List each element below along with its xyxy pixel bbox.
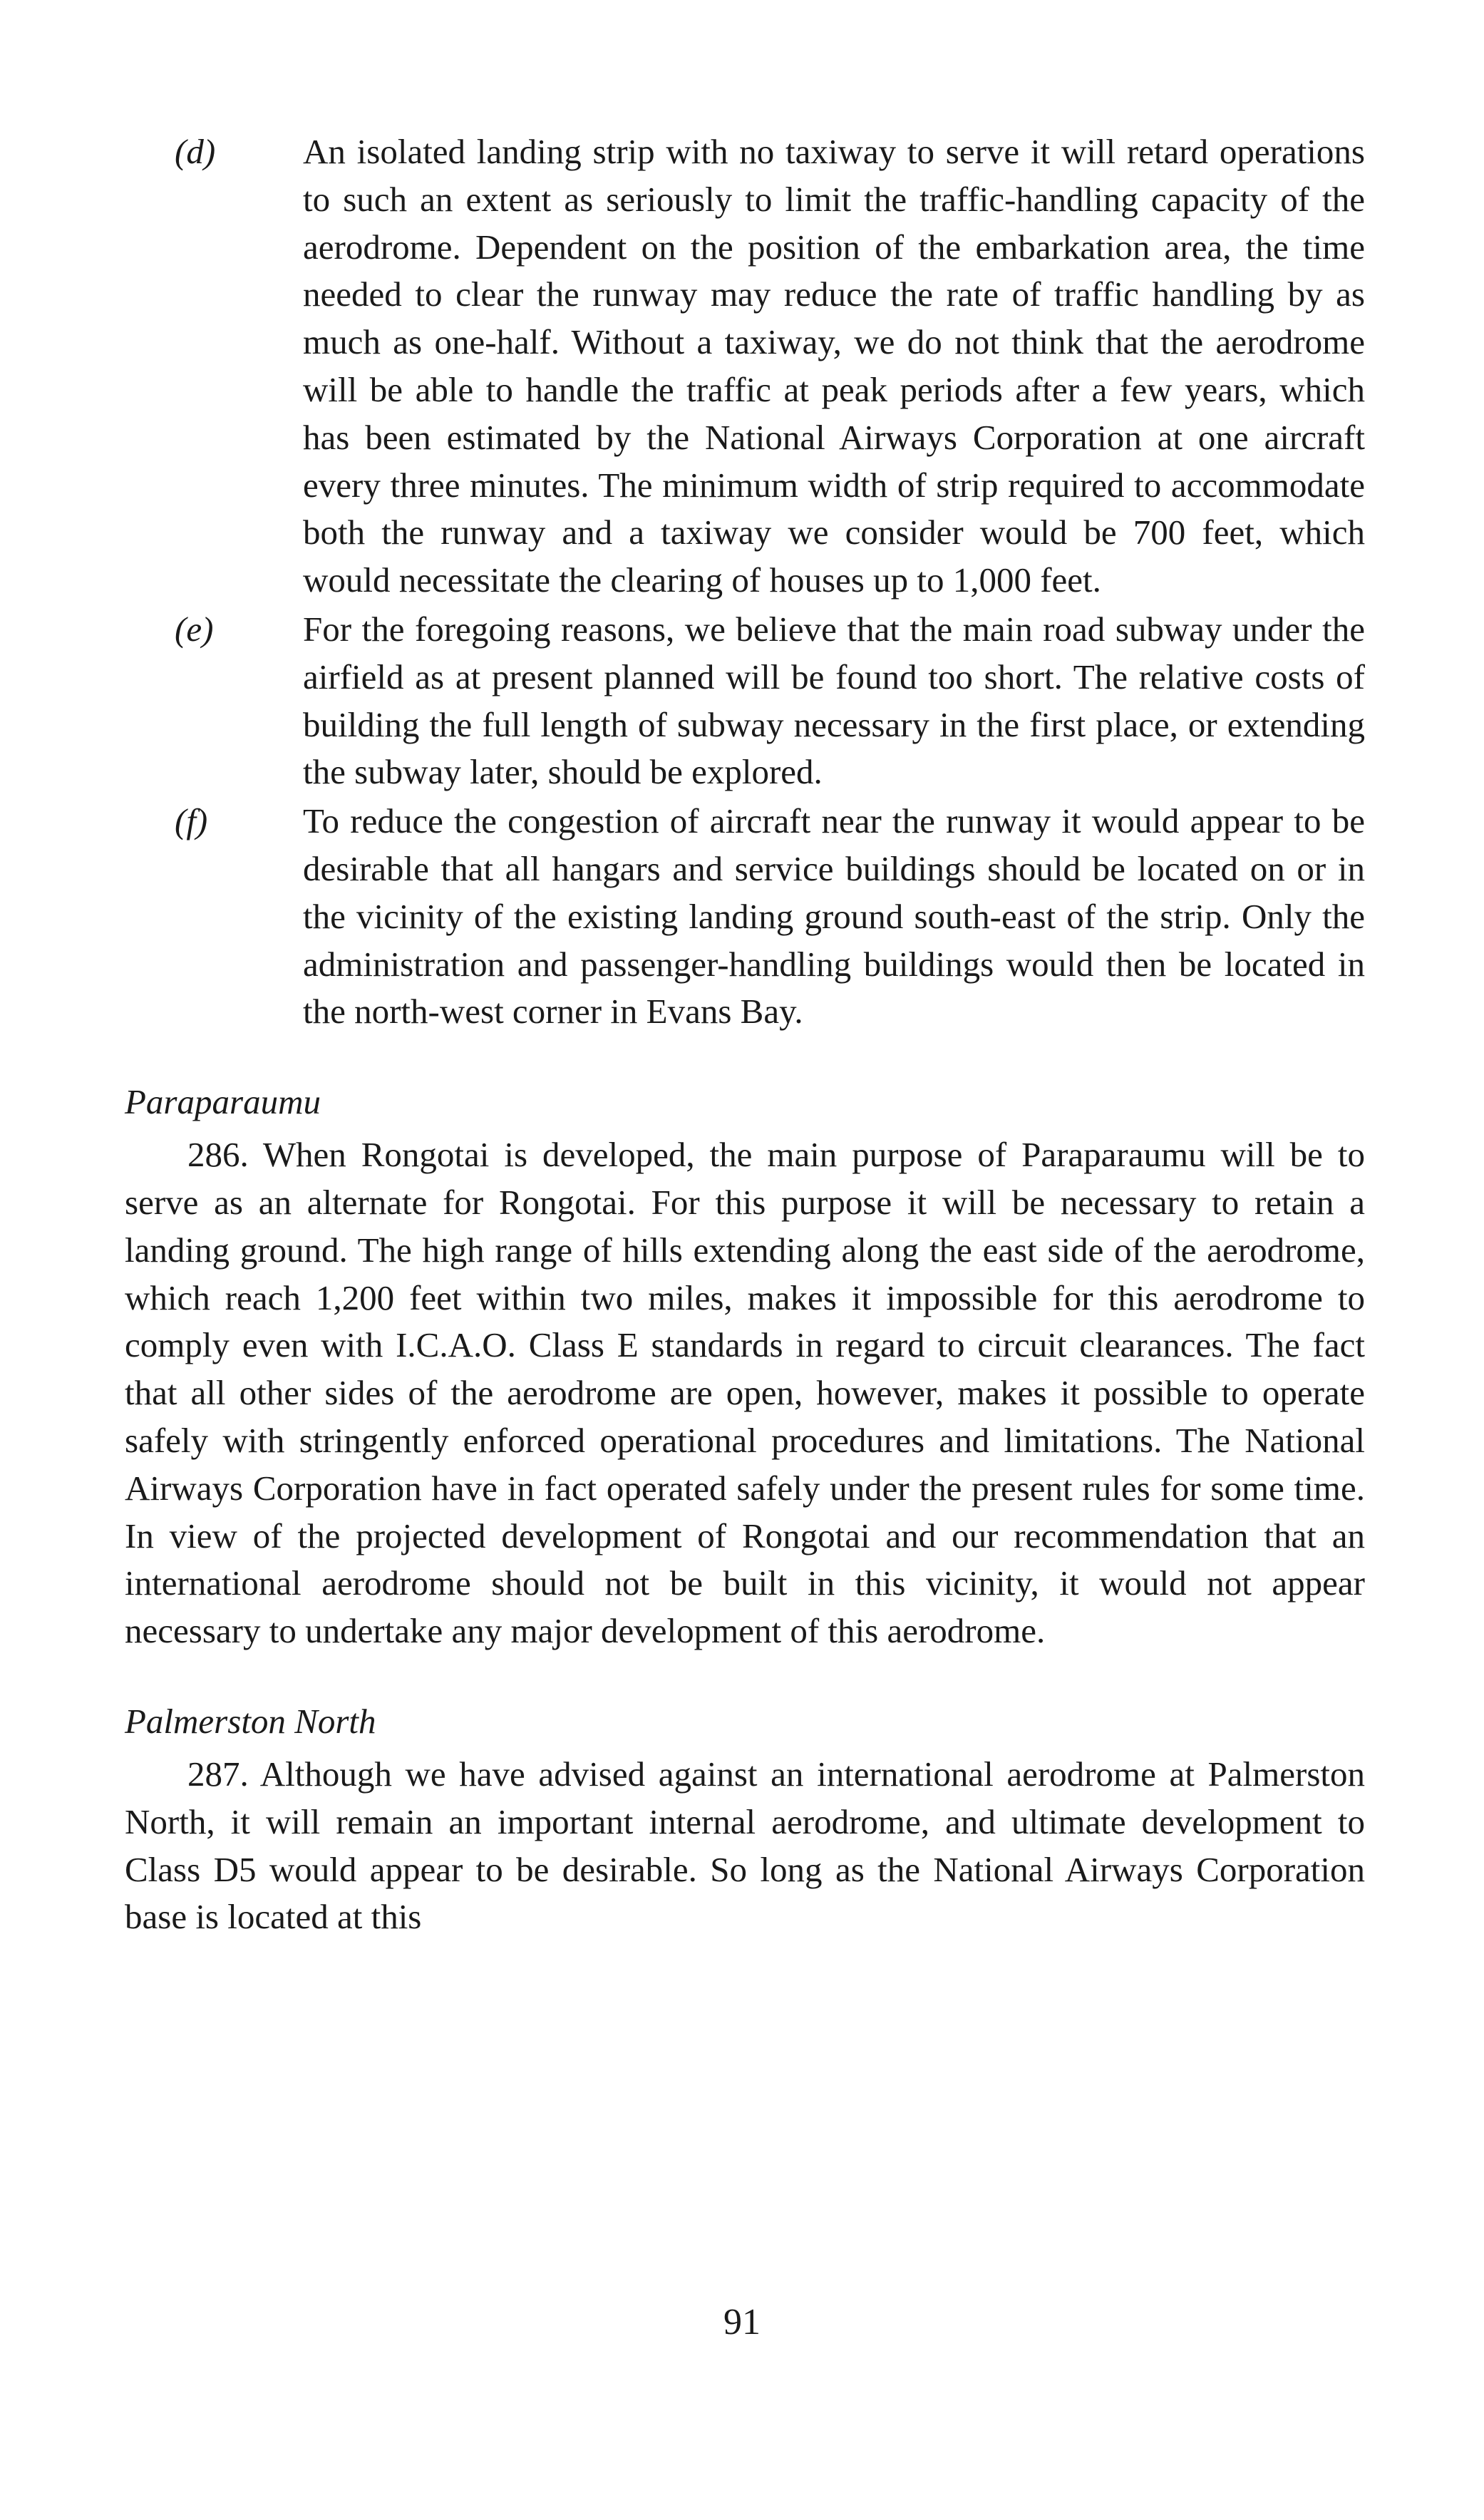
item-text: An isolated landing strip with no taxiway to serve it will retard operations to such an extent as seriously to limit the traffic-handling capacity of the aerodrome. Dependent on the position of the embarkation area, the time needed to clear the runway may reduce the rate of traffic handling by as much as one-half. Without a taxiway, we do not think that the aerodrome will be able to handle the traffic at peak periods after a few years, which has been estimated by the National Airways Corporation at one aircraft every three minutes. The minimum width of strip required to accommodate both the runway and a taxiway we consider would be 700 feet, which would necessitate the clearing of houses up to 1,000 feet.	[303, 132, 1365, 600]
list-item-f	[175, 798, 1365, 1036]
paragraph-number: 287.	[187, 1754, 249, 1794]
item-label: (d)	[175, 132, 216, 171]
item-label: (e)	[175, 609, 214, 649]
item-label: (f)	[175, 801, 208, 841]
paragraph-number: 286.	[187, 1135, 249, 1175]
item-text: For the foregoing reasons, we believe that the main road subway under the airfield as at present planned will be found too short. The relative costs of building the full length of subway necessary in the first place, or extending the subway later, should be explored.	[303, 609, 1365, 792]
section-heading-paraparaumu: Paraparaumu	[125, 1082, 321, 1122]
paragraph-286	[125, 1131, 1365, 1655]
page-number: 91	[723, 2302, 761, 2342]
paragraph-text: Although we have advised against an international aerodrome at Palmerston North, it will remain an important internal aerodrome, and ultimate development to Class D5 would appear to be desirable. So long as the National Airways Corporation base is located at this	[125, 1754, 1365, 1937]
list-item-e	[175, 606, 1365, 796]
item-text: To reduce the congestion of aircraft near the runway it would appear to be desirable that all hangars and service buildings should be located on or in the vicinity of the existing landing ground south-east of the strip. Only the administration and passenger-handling buildings would then be located in the north-west corner in Evans Bay.	[303, 801, 1365, 1032]
page-body	[125, 128, 1365, 1941]
paragraph-287	[125, 1751, 1365, 1941]
paragraph-text: When Rongotai is developed, the main purpose of Paraparaumu will be to serve as an alternate for Rongotai. For this purpose it will be necessary to retain a landing ground. The high range of hills extending along the east side of the aerodrome, which reach 1,200 feet within two miles, makes it impossible for this aerodrome to comply even with I.C.A.O. Class E standards in regard to circuit clearances. The fact that all other sides of the aerodrome are open, however, makes it possible to operate safely with stringently enforced operational procedures and limitations. The National Airways Corporation have in fact operated safely under the present rules for some time. In view of the projected development of Rongotai and our recommendation that an international aerodrome should not be built in this vicinity, it would not appear necessary to undertake any major development of this aerodrome.	[125, 1135, 1365, 1651]
section-heading-palmerston-north: Palmerston North	[125, 1701, 376, 1741]
list-item-d	[175, 128, 1365, 605]
